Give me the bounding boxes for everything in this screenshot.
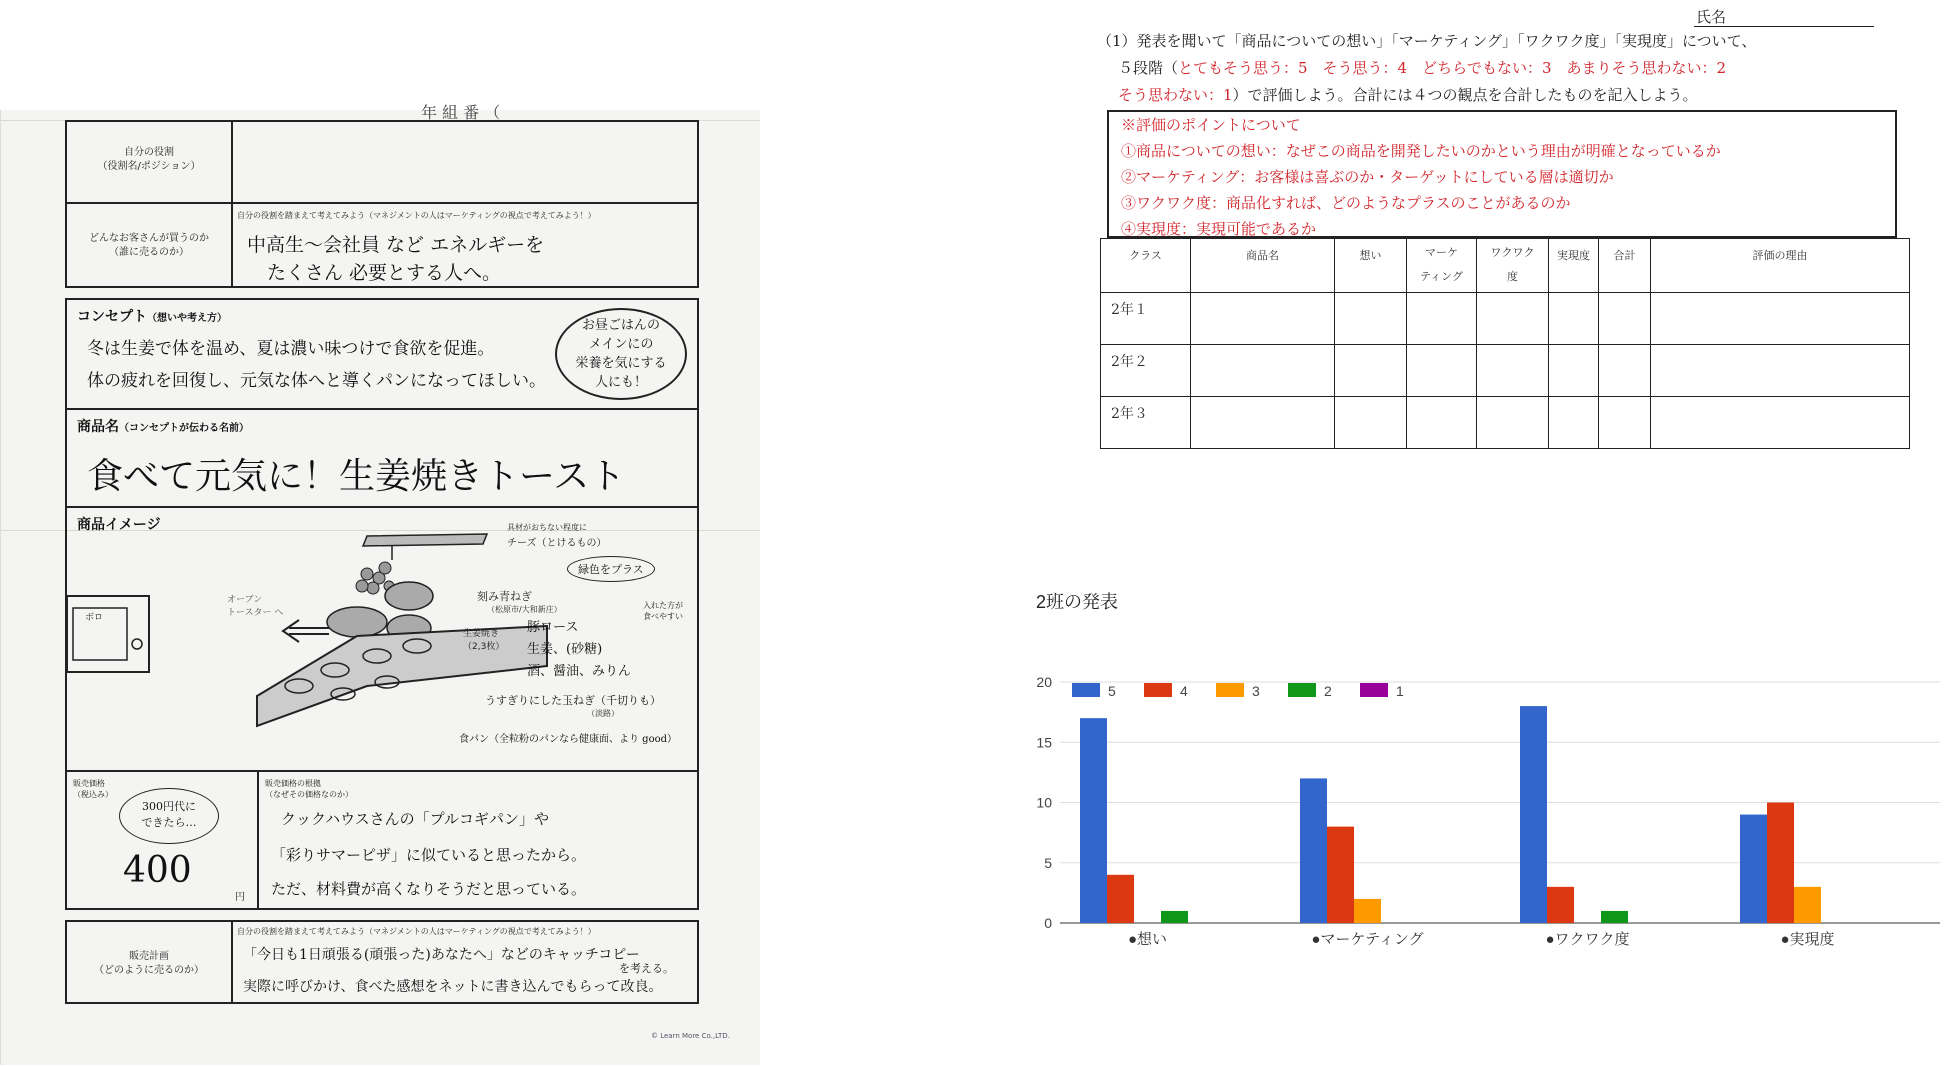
- row-class-label: 2年３: [1101, 397, 1191, 449]
- excitement-cell[interactable]: [1477, 293, 1549, 345]
- name-underline: [1694, 26, 1874, 27]
- price-unit: 円: [235, 892, 245, 903]
- legend-swatch: [1288, 683, 1316, 697]
- onion-sub-note: （淡路）: [587, 709, 619, 718]
- product-box: [65, 298, 699, 910]
- evaluation-form: [1090, 0, 1950, 470]
- col-total: 合計: [1599, 239, 1651, 293]
- y-tick-label: 15: [1036, 734, 1052, 751]
- bar: [1161, 911, 1188, 923]
- reason-cell[interactable]: [1651, 397, 1910, 449]
- question-line-3: そう思わない：1）で評価しよう。合計には４つの観点を合計したものを記入しよう。: [1118, 86, 1698, 104]
- table-row: [1101, 293, 1910, 345]
- legend-label: 3: [1252, 683, 1260, 699]
- legend-label: 1: [1396, 683, 1404, 699]
- marketing-cell[interactable]: [1407, 345, 1477, 397]
- excitement-cell[interactable]: [1477, 397, 1549, 449]
- onion-note: うすぎりにした玉ねぎ（千切りも）: [485, 694, 661, 707]
- seasoning-note-2: 酒、醤油、みりん: [527, 664, 632, 679]
- worksheet-sheet: [0, 103, 760, 1065]
- marketing-cell[interactable]: [1407, 293, 1477, 345]
- toaster-label: ボロ: [85, 613, 104, 623]
- greens-bubble: 緑色をプラス: [567, 556, 655, 582]
- product-name-cell[interactable]: [1191, 397, 1335, 449]
- cheese-note-top: 具材がおちない程度に: [507, 523, 587, 532]
- price-value: 400: [123, 850, 192, 891]
- feasibility-cell[interactable]: [1549, 397, 1599, 449]
- col-product-name: 商品名: [1191, 239, 1335, 293]
- total-cell[interactable]: [1599, 345, 1651, 397]
- table-header-row: [1101, 239, 1910, 293]
- reason-cell[interactable]: [1651, 293, 1910, 345]
- concept-line-1: 冬は生姜で体を温め、夏は濃い味つけで食欲を促進。: [87, 339, 495, 359]
- bar: [1327, 827, 1354, 923]
- legend-label: 4: [1180, 683, 1188, 699]
- col-class: クラス: [1101, 239, 1191, 293]
- y-tick-label: 5: [1044, 854, 1052, 871]
- x-tick-label: ●想い: [1127, 931, 1168, 948]
- feeling-cell[interactable]: [1335, 345, 1407, 397]
- y-tick-label: 0: [1044, 915, 1052, 931]
- question-line-2: ５段階（とてもそう思う：5 そう思う：4 どちらでもない：3 あまりそう思わない：2: [1118, 59, 1727, 77]
- feeling-cell[interactable]: [1335, 397, 1407, 449]
- bar: [1354, 899, 1381, 923]
- x-tick-label: ●実現度: [1780, 931, 1835, 948]
- cheese-drawing: [363, 534, 487, 546]
- crop-mask: [1090, 455, 1950, 475]
- points-heading: ※評価のポイントについて: [1121, 116, 1301, 134]
- role-customer-box: [65, 120, 699, 288]
- product-name-sub: （コンセプトが伝わる名前）: [119, 423, 249, 434]
- product-name-cell[interactable]: [1191, 293, 1335, 345]
- col-marketing: マーケ ティング: [1407, 239, 1477, 293]
- evaluation-table: [1100, 238, 1910, 449]
- role-label: 自分の役割 （役割名/ポジション）: [97, 147, 201, 172]
- price-reason-line-3: ただ、材料費が高くなりそうだと思っている。: [271, 880, 587, 898]
- legend-swatch: [1144, 683, 1172, 697]
- bar: [1547, 887, 1574, 923]
- bar: [1740, 815, 1767, 923]
- col-feeling: 想い: [1335, 239, 1407, 293]
- col-reason: 評価の理由: [1651, 239, 1910, 293]
- x-tick-label: ●マーケティング: [1311, 931, 1424, 948]
- scale-definition-end: そう思わない：1: [1118, 86, 1233, 104]
- customer-hint: 自分の役割を踏まえて考えてみよう（マネジメントの人はマーケティングの視点で考えてみよう！）: [237, 211, 596, 220]
- negi-sub-note: （松原市/大和新庄）: [487, 605, 562, 614]
- bar: [1107, 875, 1134, 923]
- cheese-note: チーズ（とけるもの）: [507, 538, 607, 549]
- feasibility-cell[interactable]: [1549, 345, 1599, 397]
- col-excitement: ワクワク 度: [1477, 239, 1549, 293]
- row-class-label: 2年２: [1101, 345, 1191, 397]
- legend-swatch: [1072, 683, 1100, 697]
- bread-note: 食パン（全粒粉のパンなら健康面、より good）: [459, 734, 678, 745]
- negi-note: 刻み青ねぎ: [477, 590, 532, 603]
- legend-label: 2: [1324, 683, 1332, 699]
- reason-cell[interactable]: [1651, 345, 1910, 397]
- concept-line-2: 体の疲れを回復し、元気な体へと導くパンになってほしい。: [87, 371, 546, 391]
- legend-label: 5: [1108, 683, 1116, 699]
- ginger-note: 生姜焼き （2,3枚）: [463, 629, 505, 652]
- question-line-1: （1）発表を聞いて「商品についての想い」「マーケティング」「ワクワク度」「実現度」について、: [1097, 32, 1757, 50]
- side-note: 入れた方が 食べやすい: [643, 601, 683, 621]
- product-name-cell[interactable]: [1191, 345, 1335, 397]
- oven-note: オーブン トースター へ: [227, 595, 284, 618]
- point-item-1: ①商品についての想い：なぜこの商品を開発したいのかという理由が明確となっているか: [1121, 142, 1721, 160]
- evaluation-points-box: [1107, 110, 1897, 238]
- price-label: 販売価格 （税込み）: [73, 779, 113, 799]
- results-chart: [1030, 580, 1950, 1000]
- concept-sub: （想いや考え方）: [147, 313, 227, 324]
- customer-value-line-1: 中高生〜会社員 など エネルギーを: [247, 234, 545, 256]
- bar: [1601, 911, 1628, 923]
- feasibility-cell[interactable]: [1549, 293, 1599, 345]
- bar: [1767, 803, 1794, 924]
- customer-label: どんなお客さんが買うのか （誰に売るのか）: [89, 233, 209, 258]
- y-tick-label: 10: [1036, 794, 1052, 811]
- customer-value-line-2: たくさん 必要とする人へ。: [267, 262, 502, 284]
- pork-note: 豚ロース: [527, 620, 579, 635]
- concept-speech-bubble: お昼ごはんの メインにの 栄養を気にする 人にも！: [555, 308, 687, 400]
- feeling-cell[interactable]: [1335, 293, 1407, 345]
- sales-plan-hint: 自分の役割を踏まえて考えてみよう（マネジメントの人はマーケティングの視点で考えてみよう！）: [237, 927, 596, 936]
- col-feasibility: 実現度: [1549, 239, 1599, 293]
- table-row: [1101, 345, 1910, 397]
- scale-definition: とてもそう思う：5 そう思う：4 どちらでもない：3 あまりそう思わない：2: [1178, 59, 1727, 77]
- total-cell[interactable]: [1599, 397, 1651, 449]
- price-reason-label: 販売価格の根拠 （なぜその価格なのか）: [265, 779, 353, 799]
- total-cell[interactable]: [1599, 293, 1651, 345]
- bar: [1794, 887, 1821, 923]
- x-tick-label: ●ワクワク度: [1545, 931, 1630, 948]
- bar: [1300, 778, 1327, 923]
- marketing-cell[interactable]: [1407, 397, 1477, 449]
- seasoning-note-1: 生姜、(砂糖): [527, 642, 603, 657]
- row-class-label: 2年１: [1101, 293, 1191, 345]
- copyright-footer: © Learn More Co.,LTD.: [651, 1032, 730, 1040]
- bar: [1080, 718, 1107, 923]
- point-item-3: ③ワクワク度：商品化すれば、どのようなプラスのことがあるのか: [1121, 194, 1571, 212]
- product-name-label: 商品名（コンセプトが伝わる名前）: [77, 419, 249, 435]
- legend-swatch: [1360, 683, 1388, 697]
- legend-swatch: [1216, 683, 1244, 697]
- excitement-cell[interactable]: [1477, 345, 1549, 397]
- sales-plan-line-2: 実際に呼びかけ、食べた感想をネットに書き込んでもらって改良。: [243, 979, 663, 995]
- sales-plan-line-1b: を考える。: [619, 962, 674, 975]
- price-reason-line-1: クックハウスさんの「プルコギパン」や: [281, 810, 550, 828]
- point-item-4: ④実現度：実現可能であるか: [1121, 220, 1317, 238]
- y-tick-label: 20: [1036, 674, 1052, 690]
- sales-plan-line-1: 「今日も1日頑張る(頑張った)あなたへ」などのキャッチコピー: [243, 947, 640, 963]
- bar: [1520, 706, 1547, 923]
- chart-canvas: [1030, 580, 1950, 1000]
- chart-title: 2班の発表: [1036, 592, 1119, 612]
- name-label: 氏名: [1696, 8, 1727, 26]
- worksheet-header: 年 組 番 （: [421, 103, 501, 122]
- price-speech-bubble: 300円代に できたら…: [119, 788, 219, 844]
- table-row: [1101, 397, 1910, 449]
- sales-plan-box: [65, 920, 699, 1004]
- price-reason-line-2: 「彩りサマーピザ」に似ていると思ったから。: [271, 846, 587, 864]
- sales-plan-label: 販売計画 （どのように売るのか）: [94, 951, 204, 976]
- concept-label: コンセプト（想いや考え方）: [77, 309, 227, 325]
- point-item-2: ②マーケティング：お客様は喜ぶのか・ターゲットにしている層は適切か: [1121, 168, 1614, 186]
- product-image-label: 商品イメージ: [77, 517, 161, 533]
- product-name-value: 食べて元気に！生姜焼きトースト: [87, 456, 626, 497]
